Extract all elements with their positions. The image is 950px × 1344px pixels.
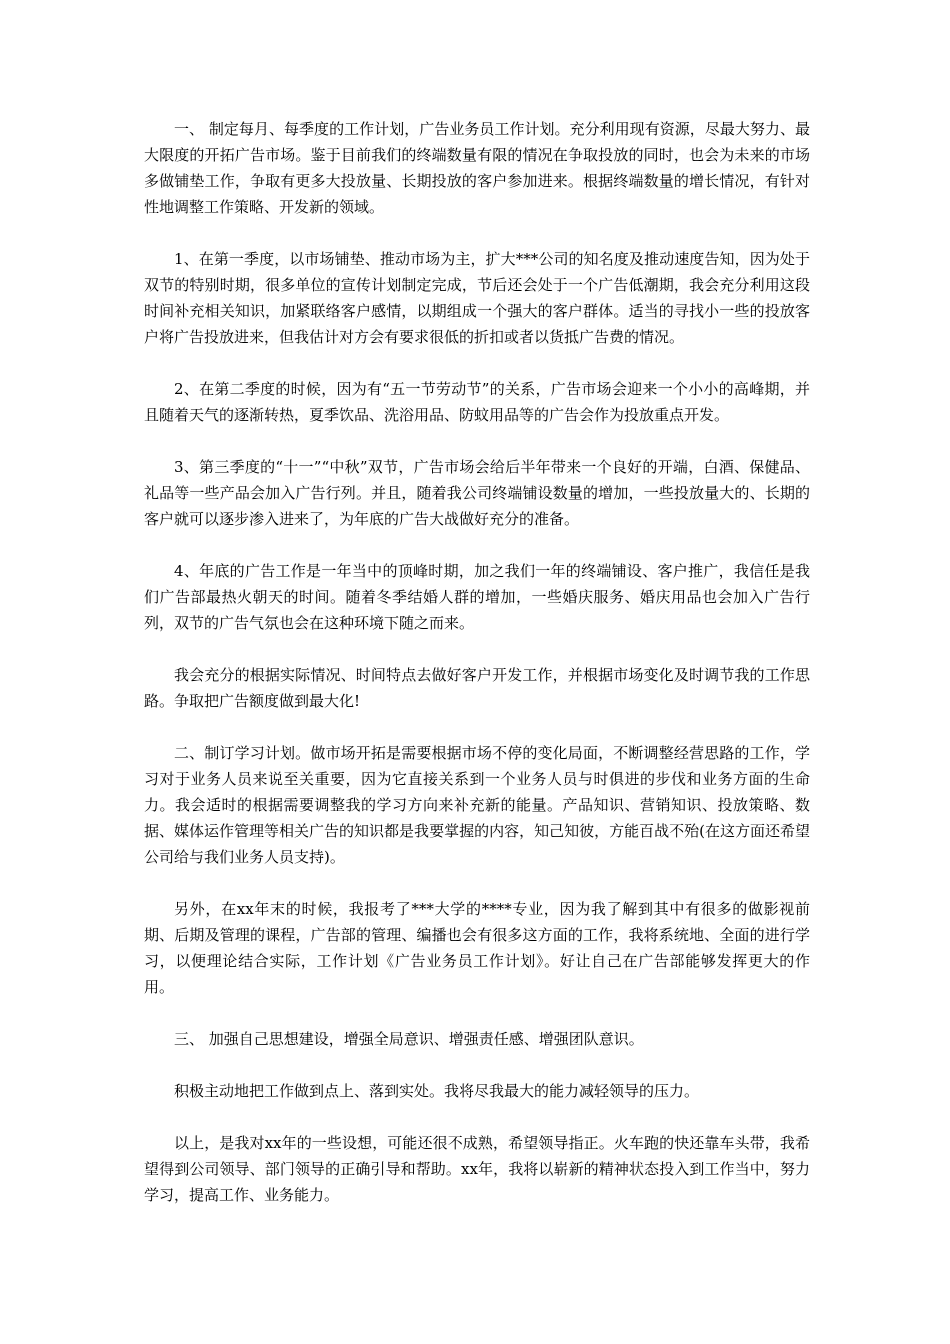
section-one-paragraph: 一、 制定每月、每季度的工作计划，广告业务员工作计划。充分利用现有资源，尽最大努力、最大限度的开拓广告市场。鉴于目前我们的终端数量有限的情况在争取投放的同时，也会为未来的市场多做铺垫工作，争取有更多大投放量、长期投放的客户参加进来。根据终端数量的增长情况，有针对性地调整工作策略、开发新的领域。 [144,120,810,216]
q3-plan-paragraph: 3、第三季度的“十一”“中秋”双节，广告市场会给后半年带来一个良好的开端，白酒、保健品、礼品等一些产品会加入广告行列。并且，随着我公司终端铺设数量的增加，一些投放量大的、长期的客户就可以逐步渗入进来了，为年底的广告大战做好充分的准备。 [144,458,810,528]
q2-plan-paragraph: 2、在第二季度的时候，因为有“五一节劳动节”的关系，广告市场会迎来一个小小的高峰期，并且随着天气的逐渐转热，夏季饮品、洗浴用品、防蚊用品等的广告会作为投放重点开发。 [144,380,810,424]
closing-paragraph: 以上，是我对xx年的一些设想，可能还很不成熟，希望领导指正。火车跑的快还靠车头带，我希望得到公司领导、部门领导的正确引导和帮助。xx年，我将以崭新的精神状态投入到工作当中，努力学习，提高工作、业务能力。 [144,1134,810,1204]
client-development-paragraph: 我会充分的根据实际情况、时间特点去做好客户开发工作，并根据市场变化及时调节我的工作思路。争取把广告额度做到最大化! [144,666,810,710]
q4-plan-paragraph: 4、年底的广告工作是一年当中的顶峰时期，加之我们一年的终端铺设、客户推广，我信任是我们广告部最热火朝天的时间。随着冬季结婚人群的增加，一些婚庆服务、婚庆用品也会加入广告行列，双节的广告气氛也会在这种环境下随之而来。 [144,562,810,632]
document-body [144,116,810,1208]
q1-plan-paragraph: 1、在第一季度，以市场铺垫、推动市场为主，扩大***公司的知名度及推动速度告知，因为处于双节的特别时期，很多单位的宣传计划制定完成，节后还会处于一个广告低潮期，我会充分利用这段时间补充相关知识，加紧联络客户感情，以期组成一个强大的客户群体。适当的寻找小一些的投放客户将广告投放进来，但我估计对方会有要求很低的折扣或者以货抵广告费的情况。 [144,250,810,346]
section-three-paragraph: 三、 加强自己思想建设，增强全局意识、增强责任感、增强团队意识。 [174,1030,644,1048]
proactive-work-paragraph: 积极主动地把工作做到点上、落到实处。我将尽我最大的能力减轻领导的压力。 [174,1082,700,1100]
section-two-paragraph: 二、制订学习计划。做市场开拓是需要根据市场不停的变化局面，不断调整经营思路的工作，学习对于业务人员来说至关重要，因为它直接关系到一个业务人员与时俱进的步伐和业务方面的生命力。我会适时的根据需要调整我的学习方向来补充新的能量。产品知识、营销知识、投放策略、数据、媒体运作管理等相关广告的知识都是我要掌握的内容，知己知彼，方能百战不殆(在这方面还希望公司给与我们业务人员支持)。 [144,744,810,866]
further-study-paragraph: 另外，在xx年末的时候，我报考了***大学的****专业，因为我了解到其中有很多的做影视前期、后期及管理的课程，广告部的管理、编播也会有很多这方面的工作，我将系统地、全面的进行学习，以便理论结合实际，工作计划《广告业务员工作计划》。好让自己在广告部能够发挥更大的作用。 [144,900,810,996]
